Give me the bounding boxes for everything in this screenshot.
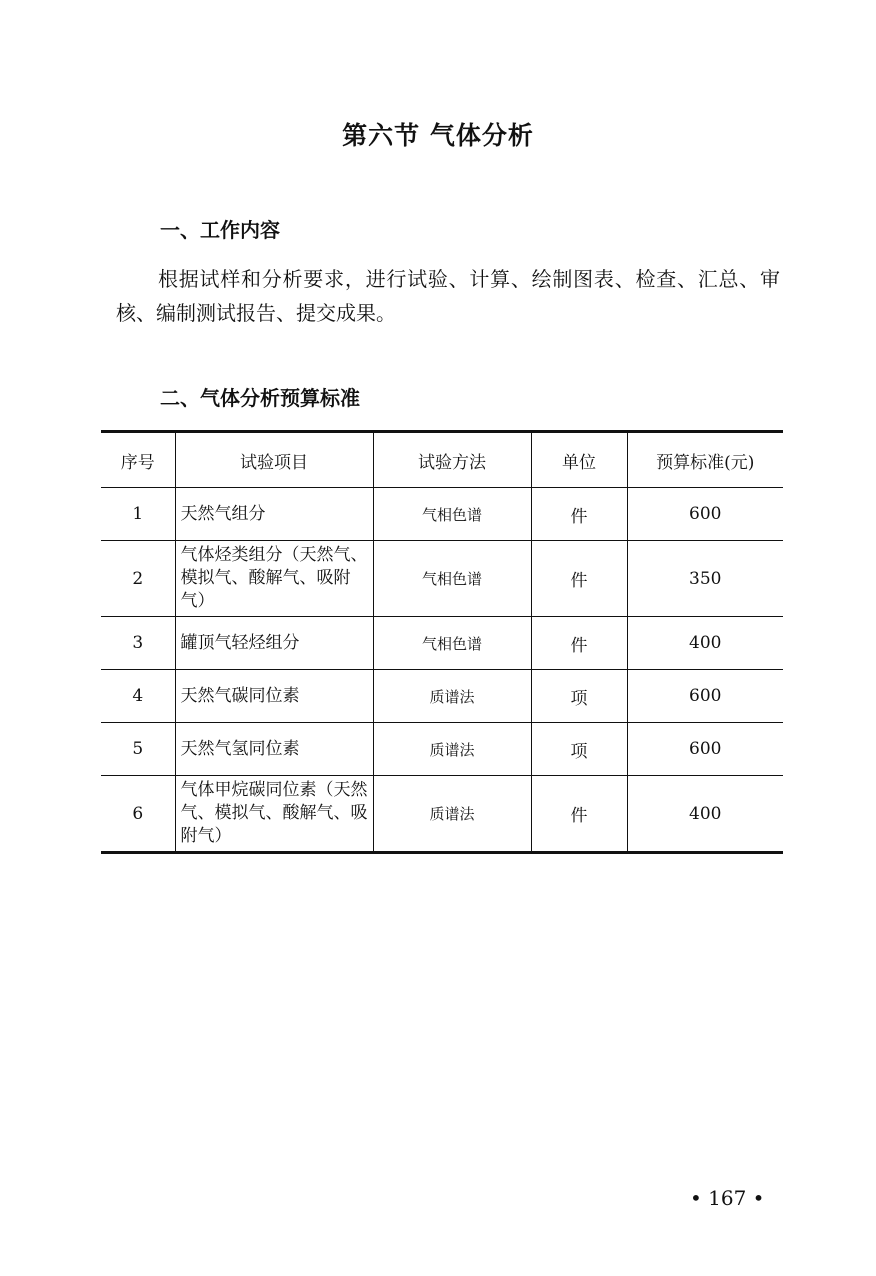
row-unit: 件 [531,488,627,541]
table-row [101,488,783,541]
row-index: 5 [101,723,175,776]
row-method: 气相色谱 [373,541,531,617]
row-index: 6 [101,776,175,853]
table-row [101,541,783,617]
row-budget: 600 [627,723,783,776]
row-method: 气相色谱 [373,488,531,541]
row-index: 2 [101,541,175,617]
row-index: 3 [101,617,175,670]
header-cell-unit: 单位 [531,432,627,488]
row-item: 罐顶气轻烃组分 [175,617,373,670]
budget-table [101,430,783,854]
header-cell-item: 试验项目 [175,432,373,488]
table-row [101,670,783,723]
row-item: 天然气氢同位素 [175,723,373,776]
section-heading-budget-standard: 二、气体分析预算标准 [160,386,360,410]
row-method: 气相色谱 [373,617,531,670]
row-budget: 350 [627,541,783,617]
row-budget: 400 [627,776,783,853]
row-method: 质谱法 [373,723,531,776]
row-method: 质谱法 [373,776,531,853]
page-title: 第六节 气体分析 [342,121,534,150]
table-header-row [101,432,783,488]
row-item: 天然气组分 [175,488,373,541]
row-index: 4 [101,670,175,723]
row-unit: 件 [531,776,627,853]
header-cell-budget: 预算标准(元) [627,432,783,488]
row-unit: 项 [531,670,627,723]
row-unit: 件 [531,617,627,670]
row-item: 气体烃类组分（天然气、模拟气、酸解气、吸附气） [175,541,373,617]
row-index: 1 [101,488,175,541]
table-row [101,617,783,670]
section-heading-work-content: 一、工作内容 [160,218,280,242]
row-unit: 项 [531,723,627,776]
row-unit: 件 [531,541,627,617]
row-budget: 600 [627,488,783,541]
header-cell-index: 序号 [101,432,175,488]
row-budget: 600 [627,670,783,723]
row-method: 质谱法 [373,670,531,723]
work-content-paragraph: 根据试样和分析要求，进行试验、计算、绘制图表、检查、汇总、审核、编制测试报告、提交成果。 [116,267,780,325]
table-row [101,723,783,776]
row-budget: 400 [627,617,783,670]
table-row [101,776,783,853]
header-cell-method: 试验方法 [373,432,531,488]
row-item: 天然气碳同位素 [175,670,373,723]
page-number: • 167 • [690,1186,765,1210]
row-item: 气体甲烷碳同位素（天然气、模拟气、酸解气、吸附气） [175,776,373,853]
